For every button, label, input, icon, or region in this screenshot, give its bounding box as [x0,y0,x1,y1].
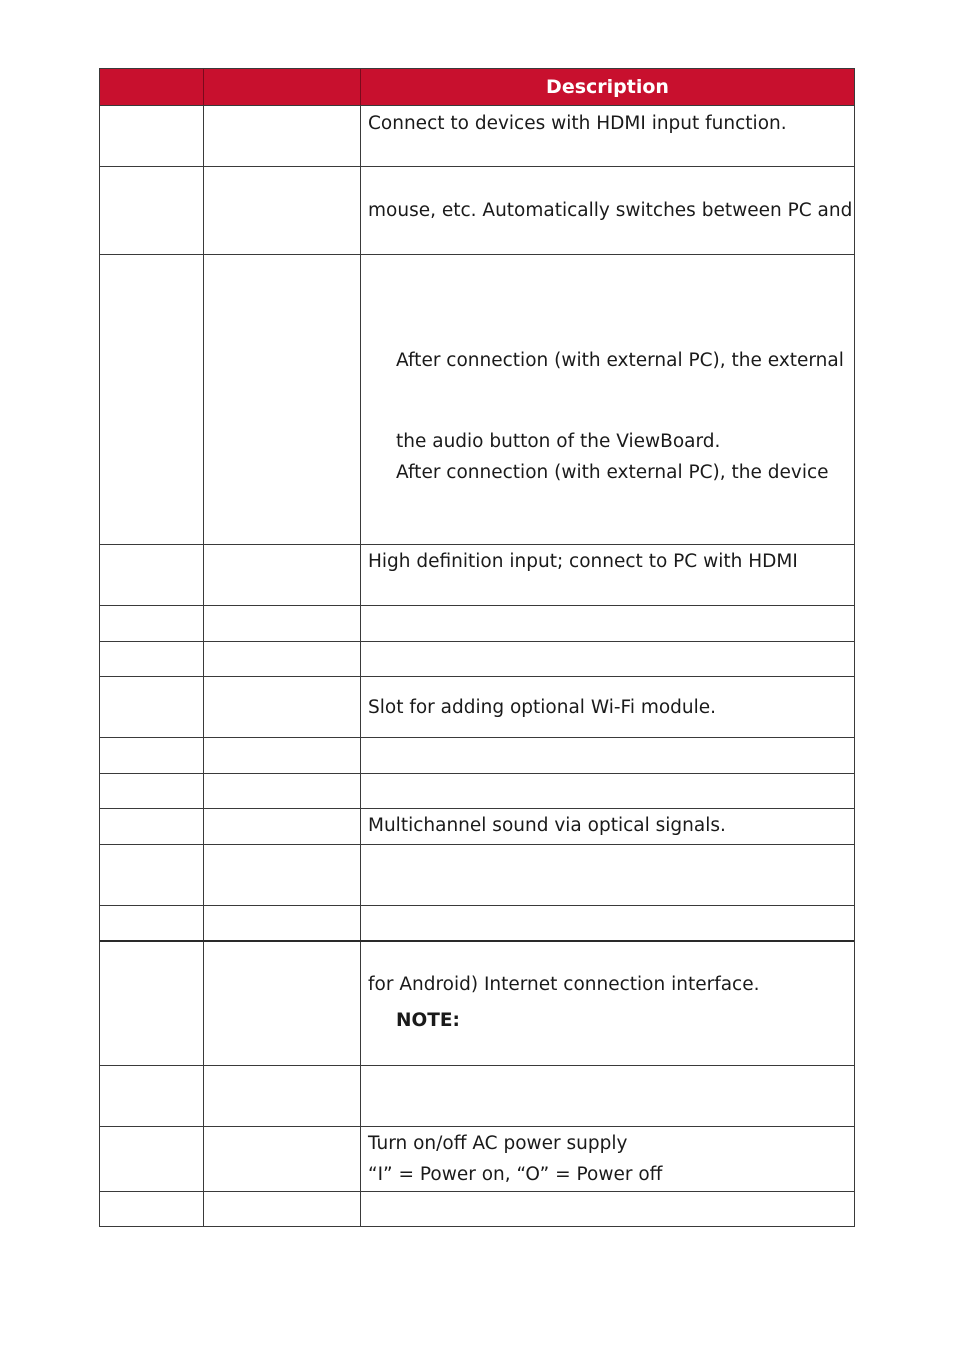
row-cell-item [204,906,361,940]
note-label: NOTE: [396,1010,460,1031]
row-cell-description [361,106,854,166]
description-text: mouse, etc. Automatically switches between PC and [368,200,853,221]
row-cell-description [361,942,854,1065]
table-row [100,677,854,738]
row-cell-item [204,845,361,905]
table-row [100,1127,854,1192]
description-text: for Android) Internet connection interface. [368,974,760,995]
table-row [100,642,854,677]
row-cell-item [204,106,361,166]
row-cell-item [204,167,361,254]
row-cell-item [204,942,361,1065]
table-row [100,942,854,1066]
description-text: High definition input; connect to PC with HDMI [368,551,798,572]
table-row [100,545,854,606]
row-cell-number [100,545,204,605]
row-cell-description [361,845,854,905]
row-cell-item [204,255,361,544]
table-row [100,906,854,942]
table-row [100,1066,854,1127]
row-cell-number [100,255,204,544]
row-cell-number [100,774,204,808]
row-cell-number [100,809,204,844]
row-cell-item [204,738,361,773]
header-description-label: Description [546,76,669,98]
table-row [100,106,854,167]
row-cell-description [361,167,854,254]
row-cell-number [100,845,204,905]
row-cell-number [100,1127,204,1191]
row-cell-item [204,642,361,676]
row-cell-number [100,738,204,773]
row-cell-number [100,1066,204,1126]
row-cell-number [100,906,204,940]
row-cell-description [361,1127,854,1191]
row-cell-item [204,809,361,844]
header-cell-description [361,69,854,105]
row-cell-description [361,906,854,940]
description-text: the audio button of the ViewBoard. [396,431,721,452]
table-header-row [100,69,854,106]
row-cell-number [100,606,204,641]
row-cell-number [100,1192,204,1226]
row-cell-item [204,1127,361,1191]
description-text: “I” = Power on, “O” = Power off [368,1164,663,1185]
row-cell-item [204,1192,361,1226]
description-text: Connect to devices with HDMI input function. [368,113,787,134]
row-cell-description [361,606,854,641]
table-row [100,606,854,642]
description-text: After connection (with external PC), the external [396,350,844,371]
table-row [100,845,854,906]
row-cell-item [204,677,361,737]
description-text: Slot for adding optional Wi-Fi module. [368,697,717,718]
row-cell-description [361,774,854,808]
row-cell-number [100,106,204,166]
row-cell-item [204,606,361,641]
row-cell-number [100,642,204,676]
table-row [100,167,854,255]
description-text: After connection (with external PC), the device [396,462,829,483]
row-cell-item [204,545,361,605]
row-cell-item [204,774,361,808]
description-text: Turn on/off AC power supply [368,1133,628,1154]
table-row [100,774,854,809]
row-cell-description [361,1192,854,1226]
row-cell-number [100,942,204,1065]
row-cell-description [361,738,854,773]
row-cell-number [100,677,204,737]
row-cell-description [361,545,854,605]
row-cell-description [361,1066,854,1126]
header-cell-2 [204,69,361,105]
table-row [100,809,854,845]
row-cell-number [100,167,204,254]
ports-table [99,68,855,1227]
table-row [100,738,854,774]
table-row [100,255,854,545]
row-cell-item [204,1066,361,1126]
row-cell-description [361,809,854,844]
table-row [100,1192,854,1226]
description-text: Multichannel sound via optical signals. [368,815,726,836]
row-cell-description [361,255,854,544]
row-cell-description [361,677,854,737]
header-cell-1 [100,69,204,105]
row-cell-description [361,642,854,676]
